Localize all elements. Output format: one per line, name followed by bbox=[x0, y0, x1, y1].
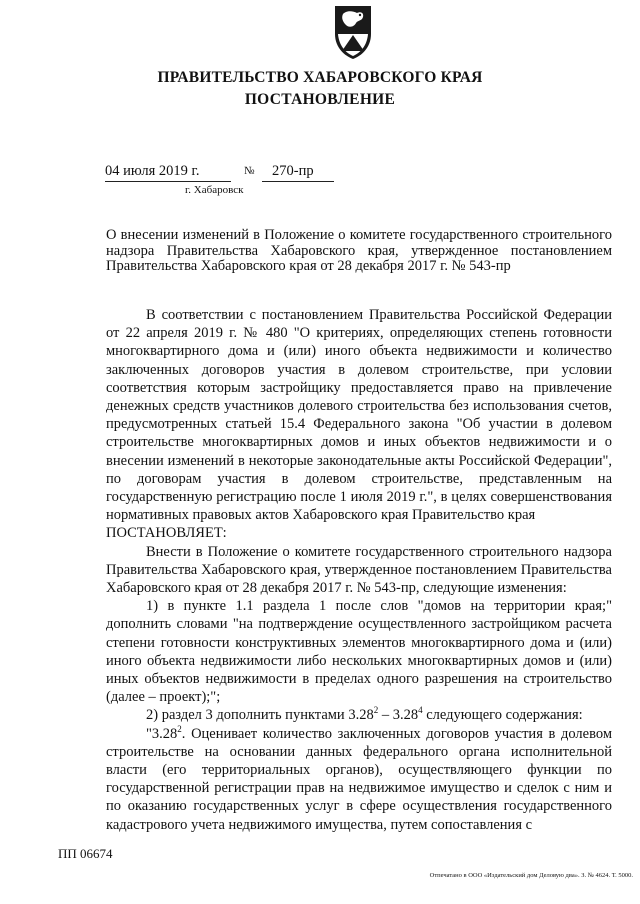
item-1-paragraph: 1) в пункте 1.1 раздела 1 после слов "домов на территории края;" дополнить словами "на подтверждение осуществленного застройщиком расчета степени готовности конструктивных элементов многоквартирного дома и (или) иного объекта недвижимости либо нескольких многоквартирных домов и (или) иных объектов недвижимости в пределах одного разрешения на строительство (далее – проект);"; bbox=[106, 598, 612, 706]
number-underline bbox=[262, 181, 334, 182]
item-2-sup-2: 4 bbox=[418, 705, 423, 716]
document-date: 04 июля 2019 г. bbox=[105, 163, 200, 179]
document-type: ПОСТАНОВЛЕНИЕ bbox=[244, 91, 396, 108]
document-city: г. Хабаровск bbox=[185, 184, 244, 196]
clause-text: . Оценивает количество заключенных договоров участия в долевом строительстве на основании данных федерального органа исполнительной власти (его территориальных органов), осуществляющего функции по государственной регистрации прав на недвижимое имущество и сделок с ним и по оказанию государственных услуг в сфере осуществления государственного кадастрового учета недвижимого имущества, путем сопоставления с bbox=[106, 725, 612, 833]
document-number: 270-пр bbox=[272, 163, 314, 179]
item-2-dash: – 3.28 bbox=[378, 707, 419, 724]
clause-open: "3.28 bbox=[146, 725, 178, 742]
printed-by-note: Отпечатано в ООО «Издательский дом Деловую два». З. № 4624. Т. 5000. bbox=[429, 872, 633, 879]
item-2-paragraph bbox=[106, 706, 612, 724]
number-sign: № bbox=[244, 165, 255, 177]
item-2-prefix: 2) раздел 3 дополнить пунктами 3.28 bbox=[146, 707, 374, 724]
document-subject: О внесении изменений в Положение о комитете государственного строительного надзора Правительства Хабаровского края, утвержденное постановлением Правительства Хабаровского края от 28 декабря 2017 г. № 543-пр bbox=[106, 227, 612, 274]
item-2-suffix: следующего содержания: bbox=[422, 707, 583, 724]
intro-paragraph: Внести в Положение о комитете государственного строительного надзора Правительства Хабаровского края, утвержденное постановлением Правительства Хабаровского края от 28 декабря 2017 г. № 543-пр, следующие изменения: bbox=[106, 543, 612, 597]
footer-code: ПП 06674 bbox=[58, 846, 113, 861]
org-name: ПРАВИТЕЛЬСТВО ХАБАРОВСКОГО КРАЯ bbox=[157, 69, 483, 86]
clause-3-28-2-paragraph bbox=[106, 725, 612, 834]
khabarovsk-coat-of-arms-icon bbox=[333, 4, 373, 60]
item-2-sup-1: 2 bbox=[373, 705, 379, 716]
preamble-paragraph: В соответствии с постановлением Правительства Российской Федерации от 22 апреля 2019 г. № 480 "О критериях, определяющих степень готовности многоквартирного дома и (или) иного объекта недвижимости и количество заключенных договоров участия в долевом строительстве, при условии соответствия которым застройщику предоставляется право на привлечение денежных средств участников долевого строительства без использования счетов, предусмотренных статьей 15.4 Федерального закона "Об участии в долевом строительстве многоквартирных домов и иных объектов недвижимости и о внесении изменений в некоторые законодательные акты Российской Федерации", по договорам участия в долевом строительстве, представленным на государственную регистрацию после 1 июля 2019 г.", в целях совершенствования нормативных правовых актов Хабаровского края Правительство края bbox=[106, 307, 612, 524]
date-underline bbox=[105, 181, 231, 182]
clause-sup: 2 bbox=[177, 723, 182, 734]
decree-word: ПОСТАНОВЛЯЕТ: bbox=[106, 525, 227, 542]
document-body bbox=[106, 306, 612, 834]
